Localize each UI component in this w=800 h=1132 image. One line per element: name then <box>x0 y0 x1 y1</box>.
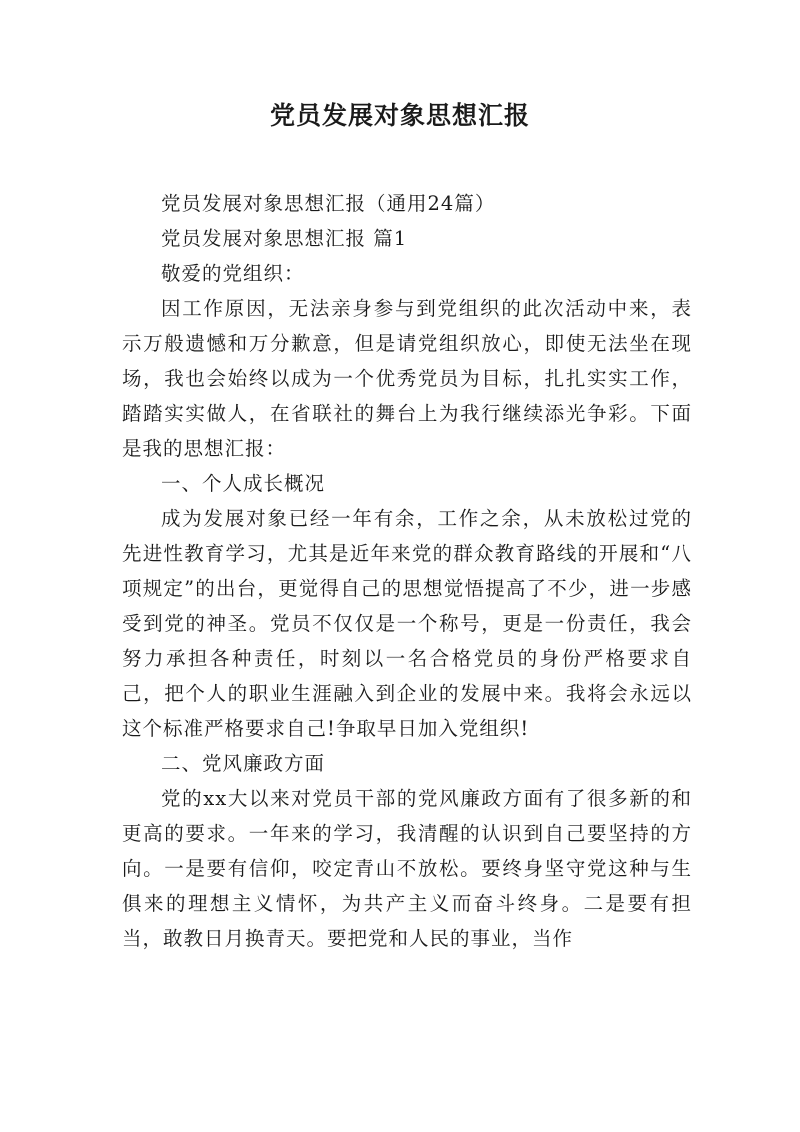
section-heading-personal-growth: 一、个人成长概况 <box>161 472 326 495</box>
body-paragraph: 成为发展对象已经一年有余，工作之余，从未放松过党的先进性教育学习，尤其是近年来党的群众教育路线的开展和“八项规定”的出台，更觉得自己的思想觉悟提高了不少，进一步感受到党的神圣。党员不仅仅是一个称号，更是一份责任，我会努力承担各种责任，时刻以一名合格党员的身份严格要求自己，把个人的职业生涯融入到企业的发展中来。我将会永远以这个标准严格要求自己!争取早日加入党组织! <box>122 507 692 740</box>
salutation: 敬爱的党组织： <box>161 262 305 285</box>
body-paragraph: 因工作原因，无法亲身参与到党组织的此次活动中来，表示万般遗憾和万分歉意，但是请党组织放心，即使无法坐在现场，我也会始终以成为一个优秀党员为目标，扎扎实实工作，踏踏实实做人，在省联社的舞台上为我行继续添光争彩。下面是我的思想汇报： <box>122 297 692 460</box>
section-heading-party-conduct: 二、党风廉政方面 <box>161 752 326 775</box>
document-body <box>122 186 692 956</box>
document-title: 党员发展对象思想汇报 <box>269 101 530 130</box>
section-heading-part-1: 党员发展对象思想汇报 篇1 <box>161 227 408 250</box>
body-paragraph: 党的xx大以来对党员干部的党风廉政方面有了很多新的和更高的要求。一年来的学习，我清醒的认识到自己要坚持的方向。一是要有信仰，咬定青山不放松。要终身坚守党这种与生俱来的理想主义情怀，为共产主义而奋斗终身。二是要有担当，敢教日月换青天。要把党和人民的事业，当作 <box>122 787 692 950</box>
document-subtitle: 党员发展对象思想汇报（通用24篇） <box>161 192 496 215</box>
